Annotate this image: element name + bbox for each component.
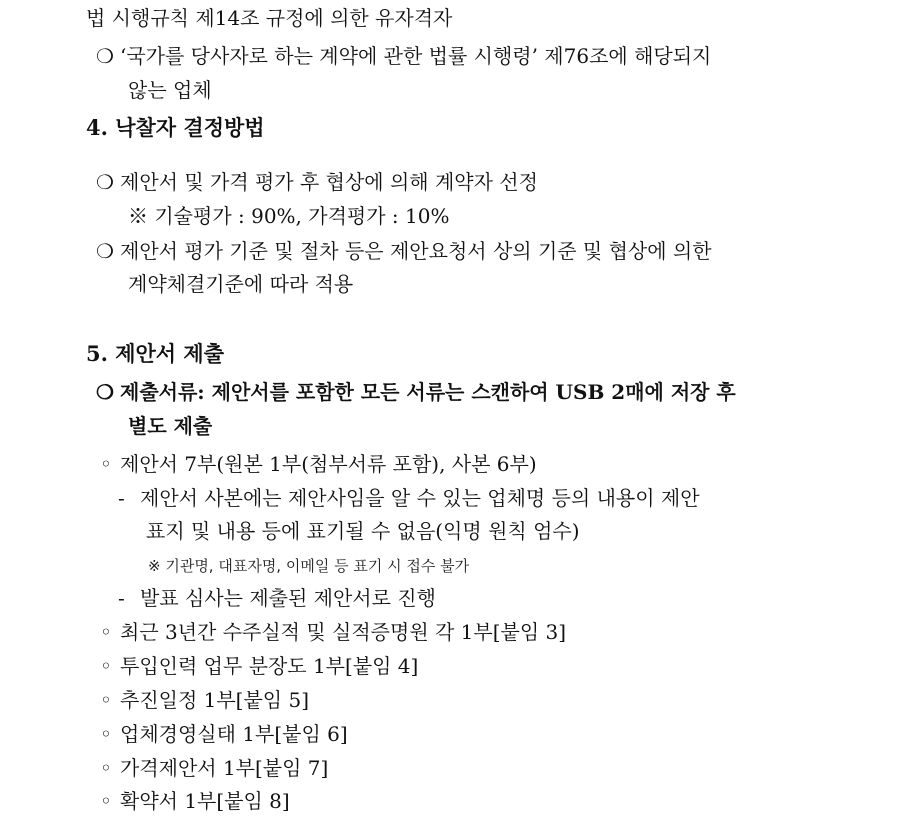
bullet-item: [96, 378, 736, 406]
circle-bullet-icon: ❍: [96, 170, 114, 194]
dash-bullet-icon: -: [118, 586, 125, 610]
item-text: 제안서 7부(원본 1부(첨부서류 포함), 사본 6부): [120, 452, 537, 476]
section-4-title: 4. 낙찰자 결정방법: [86, 115, 265, 140]
item-text: 가격제안서 1부[붙임 7]: [120, 756, 329, 780]
dash-item: [118, 584, 436, 612]
text-line: [128, 76, 212, 104]
bullet-item: [96, 168, 538, 196]
bullet-text: 제안서 평가 기준 및 절차 등은 제안요청서 상의 기준 및 협상에 의한: [120, 239, 712, 263]
list-item: [100, 787, 290, 815]
item-text: 투입인력 업무 분장도 1부[붙임 4]: [120, 654, 419, 678]
text-line: [86, 4, 452, 32]
item-text: 제안서 사본에는 제안사임을 알 수 있는 업체명 등의 내용이 제안: [140, 486, 700, 510]
dash-item: [118, 484, 700, 512]
bullet-item: [96, 42, 711, 70]
text: 않는 업체: [128, 78, 212, 102]
list-item: [100, 686, 309, 714]
circle-bullet-icon: ❍: [96, 239, 114, 263]
text-line: 표지 및 내용 등에 표기될 수 없음(익명 원칙 엄수): [146, 519, 580, 543]
item-text: 추진일정 1부[붙임 5]: [120, 688, 310, 712]
evaluation-note: ※ 기술평가 : 90%, 가격평가 : 10%: [128, 204, 450, 228]
dot-bullet-icon: ◦: [100, 452, 112, 476]
bullet-item: [96, 237, 712, 265]
submission-note: ※ 기관명, 대표자명, 이메일 등 표기 시 접수 불가: [148, 557, 470, 575]
list-item: [100, 450, 537, 478]
bullet-text: 제안서 및 가격 평가 후 협상에 의해 계약자 선정: [120, 170, 538, 194]
dot-bullet-icon: ◦: [100, 620, 112, 644]
list-item: [100, 618, 566, 646]
item-text: 발표 심사는 제출된 제안서로 진행: [140, 586, 436, 610]
dot-bullet-icon: ◦: [100, 789, 112, 813]
bullet-text: ‘국가를 당사자로 하는 계약에 관한 법률 시행령’ 제76조에 해당되지: [120, 44, 712, 68]
item-text: 최근 3년간 수주실적 및 실적증명원 각 1부[붙임 3]: [120, 620, 567, 644]
text: 법 시행규칙 제14조 규정에 의한 유자격자: [86, 6, 453, 30]
dash-bullet-icon: -: [118, 486, 125, 510]
text-line: 계약체결기준에 따라 적용: [128, 272, 354, 296]
list-item: [100, 720, 348, 748]
circle-bullet-icon: ❍: [96, 44, 114, 68]
item-text: 확약서 1부[붙임 8]: [120, 789, 290, 813]
dot-bullet-icon: ◦: [100, 722, 112, 746]
text-line: 별도 제출: [128, 414, 213, 438]
dot-bullet-icon: ◦: [100, 654, 112, 678]
dot-bullet-icon: ◦: [100, 688, 112, 712]
circle-bullet-icon: ❍: [96, 380, 114, 404]
section-5-title: 5. 제안서 제출: [86, 341, 224, 366]
item-text: 업체경영실태 1부[붙임 6]: [120, 722, 348, 746]
list-item: [100, 652, 418, 680]
bullet-text: 제출서류: 제안서를 포함한 모든 서류는 스캔하여 USB 2매에 저장 후: [120, 380, 736, 404]
dot-bullet-icon: ◦: [100, 756, 112, 780]
list-item: [100, 754, 328, 782]
